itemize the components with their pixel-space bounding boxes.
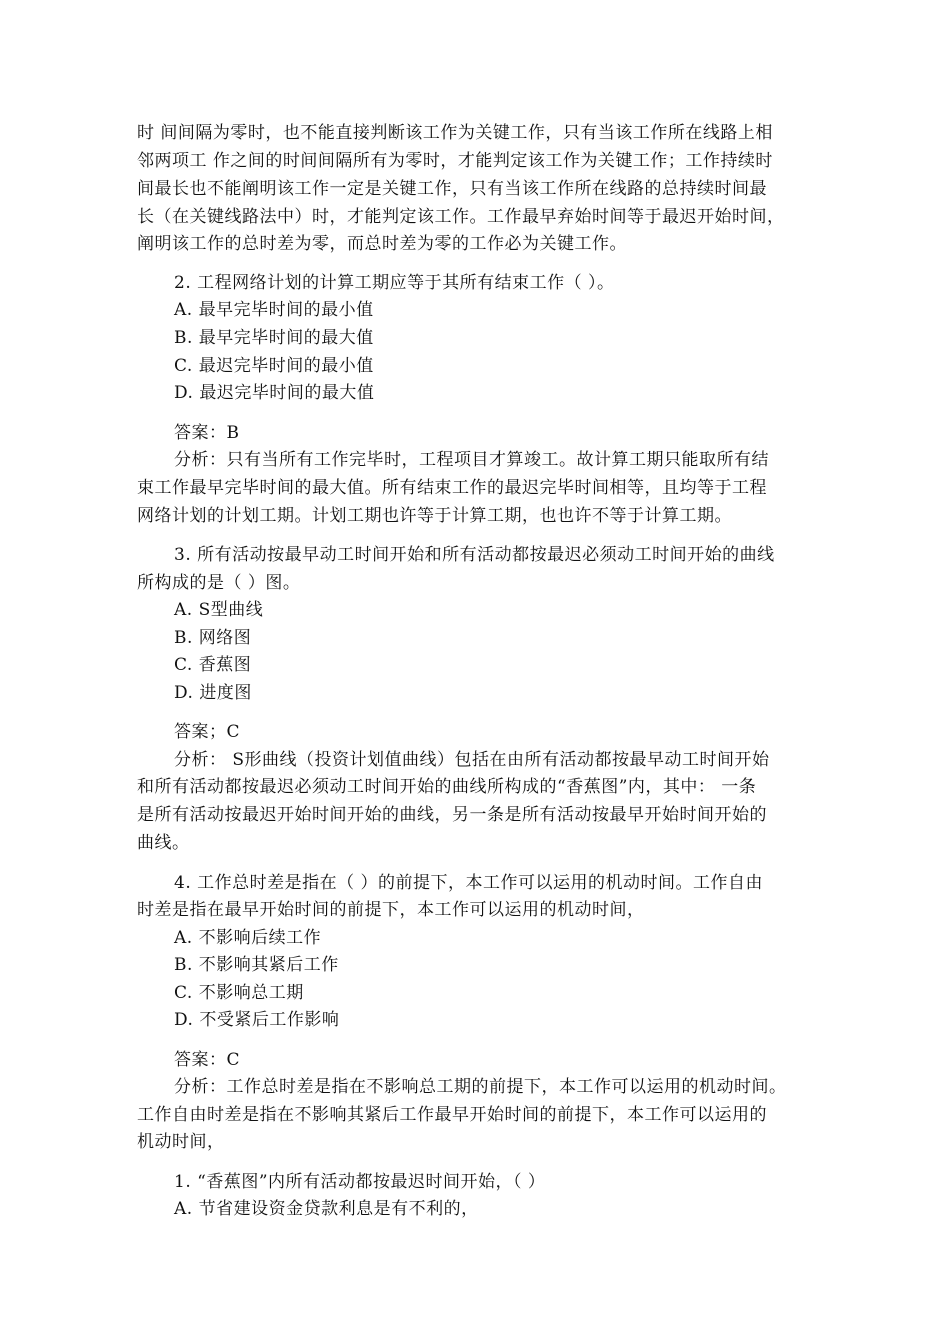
- question-4-option-b: B. 不影响其紧后工作: [174, 955, 339, 975]
- question-2-answer: 答案：B: [174, 423, 240, 443]
- question-4-answer: 答案：C: [174, 1050, 241, 1070]
- question-2-analysis-line: 网络计划的计划工期。计划工期也许等于计算工期，也也许不等于计算工期。: [137, 506, 732, 526]
- question-4-stem-line: 4. 工作总时差是指在（ ）的前提下，本工作可以运用的机动时间。工作自由: [174, 873, 764, 893]
- question-3-stem-line: 3. 所有活动按最早动工时间开始和所有活动都按最迟必须动工时间开始的曲线: [174, 545, 775, 565]
- intro-line: 时 间间隔为零时，也不能直接判断该工作为关键工作，只有当该工作所在线路上相: [137, 123, 773, 143]
- question-5-stem: 1. “香蕉图”内所有活动都按最迟时间开始，（ ）: [174, 1172, 546, 1192]
- question-2-option-d: D. 最迟完毕时间的最大值: [174, 383, 375, 403]
- question-4-option-c: C. 不影响总工期: [174, 983, 304, 1003]
- question-3-answer: 答案；C: [174, 722, 241, 742]
- intro-line: 长（在关键线路法中）时，才能判定该工作。工作最早弃始时间等于最迟开始时间，: [137, 207, 785, 227]
- question-4-option-a: A. 不影响后续工作: [174, 928, 322, 948]
- question-5-option-a: A. 节省建设资金贷款利息是有不利的，: [174, 1199, 479, 1219]
- question-3-option-a: A. S型曲线: [174, 600, 264, 620]
- question-3-stem-line: 所构成的是（ ）图。: [137, 573, 301, 593]
- question-4-analysis-line: 分析：工作总时差是指在不影响总工期的前提下，本工作可以运用的机动时间。: [174, 1077, 787, 1097]
- question-3-analysis-line: 分析： S形曲线（投资计划值曲线）包括在由所有活动都按最早动工时间开始: [174, 750, 770, 770]
- question-4-stem-line: 时差是指在最早开始时间的前提下，本工作可以运用的机动时间，: [137, 900, 645, 920]
- question-3-option-b: B. 网络图: [174, 628, 252, 648]
- question-2-option-c: C. 最迟完毕时间的最小值: [174, 356, 374, 376]
- intro-line: 邻两项工 作之间的时间间隔所有为零时，才能判定该工作为关键工作；工作持续时: [137, 151, 773, 171]
- question-2-analysis-line: 束工作最早完毕时间的最大值。所有结束工作的最迟完毕时间相等，且均等于工程: [137, 478, 767, 498]
- question-4-option-d: D. 不受紧后工作影响: [174, 1010, 340, 1030]
- question-3-option-d: D. 进度图: [174, 683, 252, 703]
- question-3-analysis-line: 是所有活动按最迟开始时间开始的曲线，另一条是所有活动按最早开始时间开始的: [137, 805, 767, 825]
- intro-line: 间最长也不能阐明该工作一定是关键工作，只有当该工作所在线路的总持续时间最: [137, 179, 767, 199]
- question-3-analysis-line: 和所有活动都按最迟必须动工时间开始的曲线所构成的“香蕉图”内，其中： 一条: [137, 777, 757, 797]
- intro-line: 阐明该工作的总时差为零，而总时差为零的工作必为关键工作。: [137, 234, 627, 254]
- question-3-option-c: C. 香蕉图: [174, 655, 252, 675]
- question-2-option-a: A. 最早完毕时间的最小值: [174, 300, 374, 320]
- question-3-analysis-line: 曲线。: [137, 833, 190, 853]
- question-4-analysis-line: 机动时间，: [137, 1132, 225, 1152]
- question-2-analysis-line: 分析：只有当所有工作完毕时，工程项目才算竣工。故计算工期只能取所有结: [174, 450, 769, 470]
- question-2-option-b: B. 最早完毕时间的最大值: [174, 328, 374, 348]
- question-2-stem: 2. 工程网络计划的计算工期应等于其所有结束工作（ ）。: [174, 273, 615, 293]
- question-4-analysis-line: 工作自由时差是指在不影响其紧后工作最早开始时间的前提下，本工作可以运用的: [137, 1105, 767, 1125]
